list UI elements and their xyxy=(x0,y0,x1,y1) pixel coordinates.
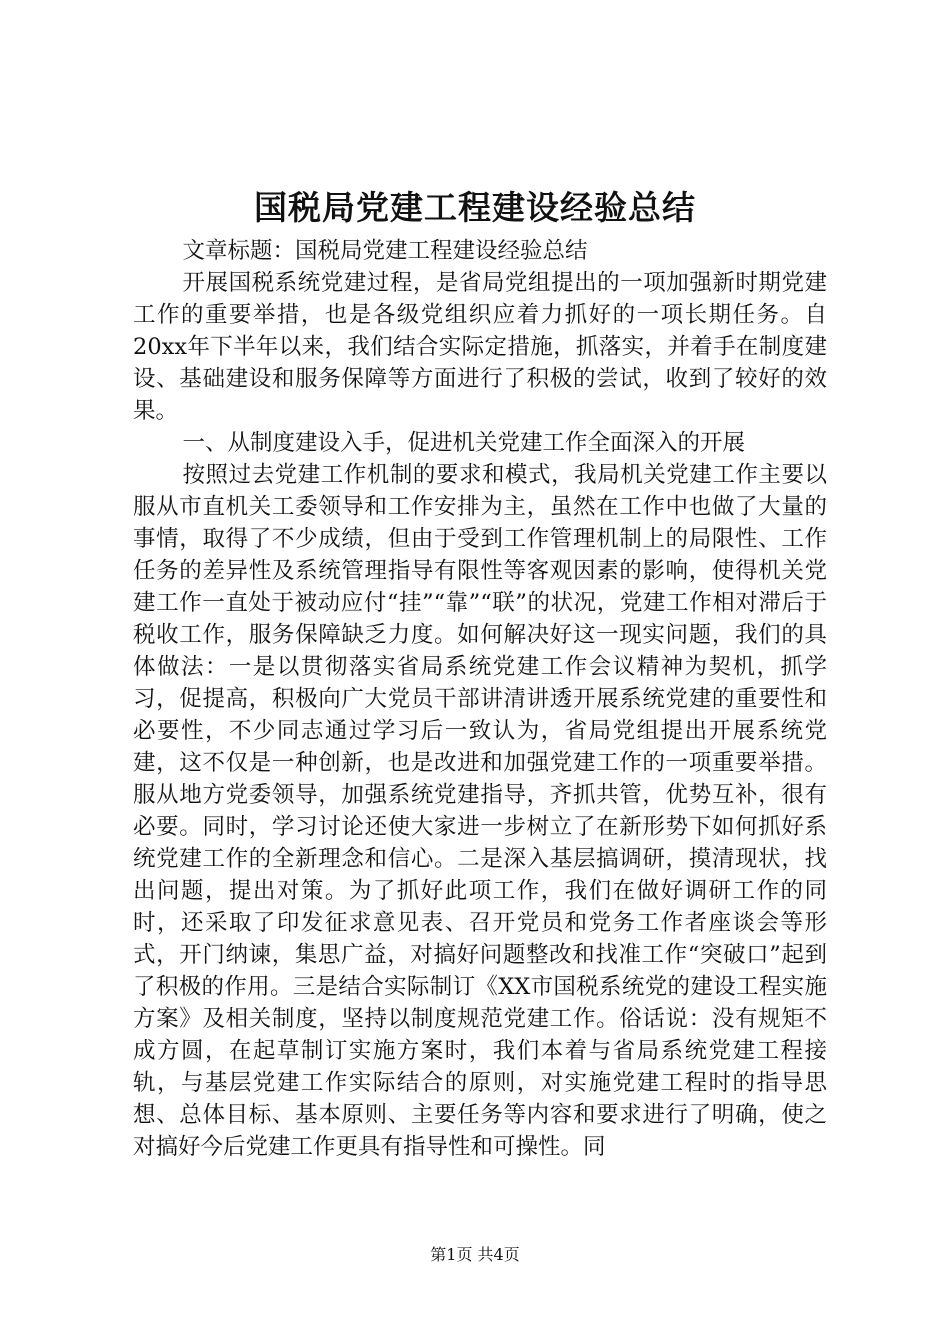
page-footer: 第1页 共4页 xyxy=(430,1245,520,1264)
article-title-line: 文章标题：国税局党建工程建设经验总结 xyxy=(182,238,588,264)
section-heading-1: 一、从制度建设入手，促进机关党建工作全面深入的开展 xyxy=(182,430,746,456)
document-title: 国税局党建工程建设经验总结 xyxy=(254,188,696,227)
paragraph-section-1: 按照过去党建工作机制的要求和模式，我局机关党建工作主要以服从市直机关工委领导和工作安排为主，虽然在工作中也做了大量的事情，取得了不少成绩，但由于受到工作管理机制上的局限性、工作任务的差异性及系统管理指导有限性等客观因素的影响，使得机关党建工作一直处于被动应付“挂”“靠”“联”的状况，党建工作相对滞后于税收工作，服务保障缺乏力度。如何解决好这一现实问题，我们的具体做法：一是以贯彻落实省局系统党建工作会议精神为契机，抓学习，促提高，积极向广大党员干部讲清讲透开展系统党建的重要性和必要性，不少同志通过学习后一致认为，省局党组提出开展系统党建，这不仅是一种创新，也是改进和加强党建工作的一项重要举措。服从地方党委领导，加强系统党建指导，齐抓共管，优势互补，很有必要。同时，学习讨论还使大家进一步树立了在新形势下如何抓好系统党建工作的全新理念和信心。二是深入基层搞调研，摸清现状，找出问题，提出对策。为了抓好此项工作，我们在做好调研工作的同时，还采取了印发征求意见表、召开党员和党务工作者座谈会等形式，开门纳谏，集思广益，对搞好问题整改和找准工作“突破口”起到了积极的作用。三是结合实际制订《XX市国税系统党的建设工程实施方案》及相关制度，坚持以制度规范党建工作。俗话说：没有规矩不成方圆，在起草制订实施方案时，我们本着与省局系统党建工程接轨，与基层党建工作实际结合的原则，对实施党建工程时的指导思想、总体目标、基本原则、主要任务等内容和要求进行了明确，使之对搞好今后党建工作更具有指导性和可操性。同 xyxy=(133,462,827,1160)
document-body xyxy=(133,235,827,1163)
paragraph-intro: 开展国税系统党建过程，是省局党组提出的一项加强新时期党建工作的重要举措，也是各级党组织应着力抓好的一项长期任务。自20xx年下半年以来，我们结合实际定措施，抓落实，并着手在制度建设、基础建设和服务保障等方面进行了积极的尝试，收到了较好的效果。 xyxy=(133,270,827,424)
